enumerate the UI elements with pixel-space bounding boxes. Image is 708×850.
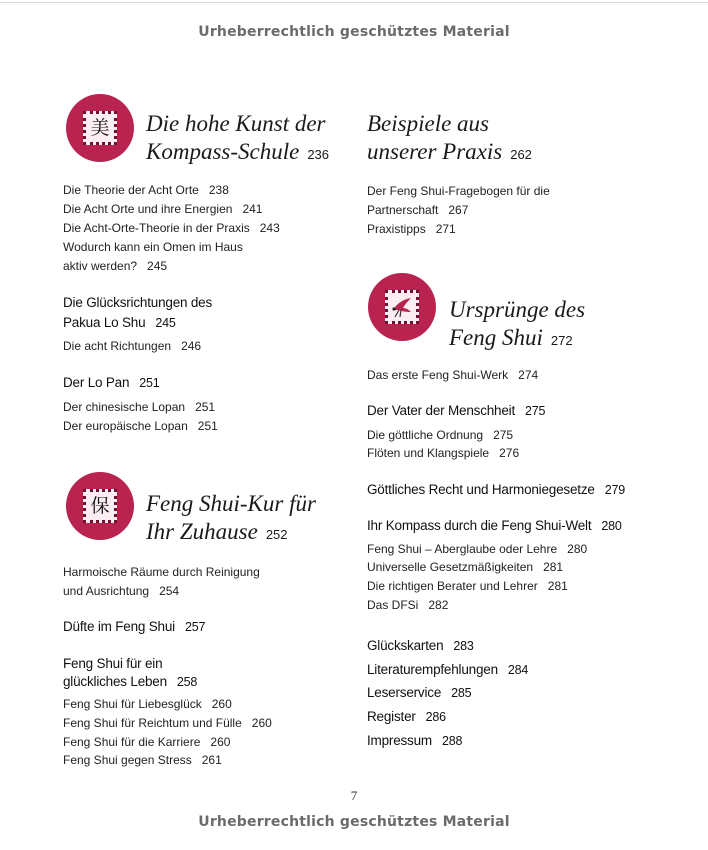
toc-entry: Die Acht Orte und ihre Energien 241 [63,202,263,216]
toc-subheading: Ihr Kompass durch die Feng Shui-Welt 280 [367,518,622,533]
toc-entry: Das DFSi 282 [367,598,449,612]
toc-subheading: Der Vater der Menschheit 275 [367,403,546,418]
toc-entry: Universelle Gesetzmäßigkeiten 281 [367,560,564,574]
toc-subheading: Pakua Lo Shu 245 [63,315,176,330]
top-border [0,2,708,3]
toc-entry: Feng Shui für Liebesglück 260 [63,697,232,711]
toc-entry: Feng Shui gegen Stress 261 [63,753,222,767]
section-page: 262 [510,147,532,162]
toc-entry: Die Acht-Orte-Theorie in der Praxis 243 [63,221,280,235]
toc-subheading: Die Glücksrichtungen des [63,295,213,310]
toc-subheading: Düfte im Feng Shui 257 [63,619,206,634]
watermark-bottom: Urheberrechtlich geschütztes Material [198,814,510,830]
toc-entry: Praxistipps 271 [367,222,456,236]
bao-glyph: 保 [90,494,110,517]
crane-bird-icon [368,273,436,341]
toc-entry: Feng Shui für Reichtum und Fülle 260 [63,716,272,730]
toc-entry: Der Feng Shui-Fragebogen für die [367,184,550,198]
toc-entry: und Ausrichtung 254 [63,584,180,598]
toc-subheading: Impressum 288 [367,733,463,748]
toc-entry: Die Theorie der Acht Orte 238 [63,183,229,197]
toc-subheading: glückliches Leben 258 [63,674,198,689]
bao-character-icon [66,472,134,540]
page-number: 7 [350,788,358,803]
toc-entry: Feng Shui für die Karriere 260 [63,735,231,749]
toc-entry: Die göttliche Ordnung 275 [367,428,514,442]
toc-entry: Der europäische Lopan 251 [63,419,218,433]
section-title-feng-shui-kur: Feng Shui-Kur für Ihr Zuhause 252 [146,491,316,544]
section-page: 252 [265,527,288,542]
toc-entry: aktiv werden? 245 [63,259,168,273]
section-title-beispiele: Beispiele aus unserer Praxis 262 [367,111,532,164]
toc-entry: Die acht Richtungen 246 [63,339,202,353]
section-title-urspruenge: Ursprünge des Feng Shui 272 [449,297,586,350]
toc-entry: Das erste Feng Shui-Werk 274 [367,368,539,382]
toc-subheading: Literaturempfehlungen 284 [367,662,529,677]
toc-subheading: Leserservice 285 [367,685,472,700]
toc-subheading: Der Lo Pan 251 [63,375,160,390]
toc-entry: Wodurch kann ein Omen im Haus [63,240,243,254]
crane-bird-drawing [389,294,415,320]
toc-entry: Harmoische Räume durch Reinigung [63,565,260,579]
toc-entry: Flöten und Klangspiele 276 [367,446,520,460]
toc-entry: Feng Shui – Aberglaube oder Lehre 280 [367,542,588,556]
toc-entry: Die richtigen Berater und Lehrer 281 [367,579,568,593]
toc-subheading: Register 286 [367,709,446,724]
section-page: 272 [550,333,573,348]
toc-entry: Der chinesische Lopan 251 [63,400,216,414]
section-title-kompass-schule: Die hohe Kunst der Kompass-Schule 236 [146,111,330,164]
watermark-top: Urheberrechtlich geschütztes Material [198,24,510,40]
toc-entry: Partnerschaft 267 [367,203,469,217]
mei-glyph: 美 [90,116,110,139]
mei-character-icon [66,94,134,162]
toc-subheading: Glückskarten 283 [367,638,474,653]
section-page: 236 [307,147,330,162]
toc-subheading: Göttliches Recht und Harmoniegesetze 279 [367,482,625,497]
toc-subheading: Feng Shui für ein [63,656,163,671]
